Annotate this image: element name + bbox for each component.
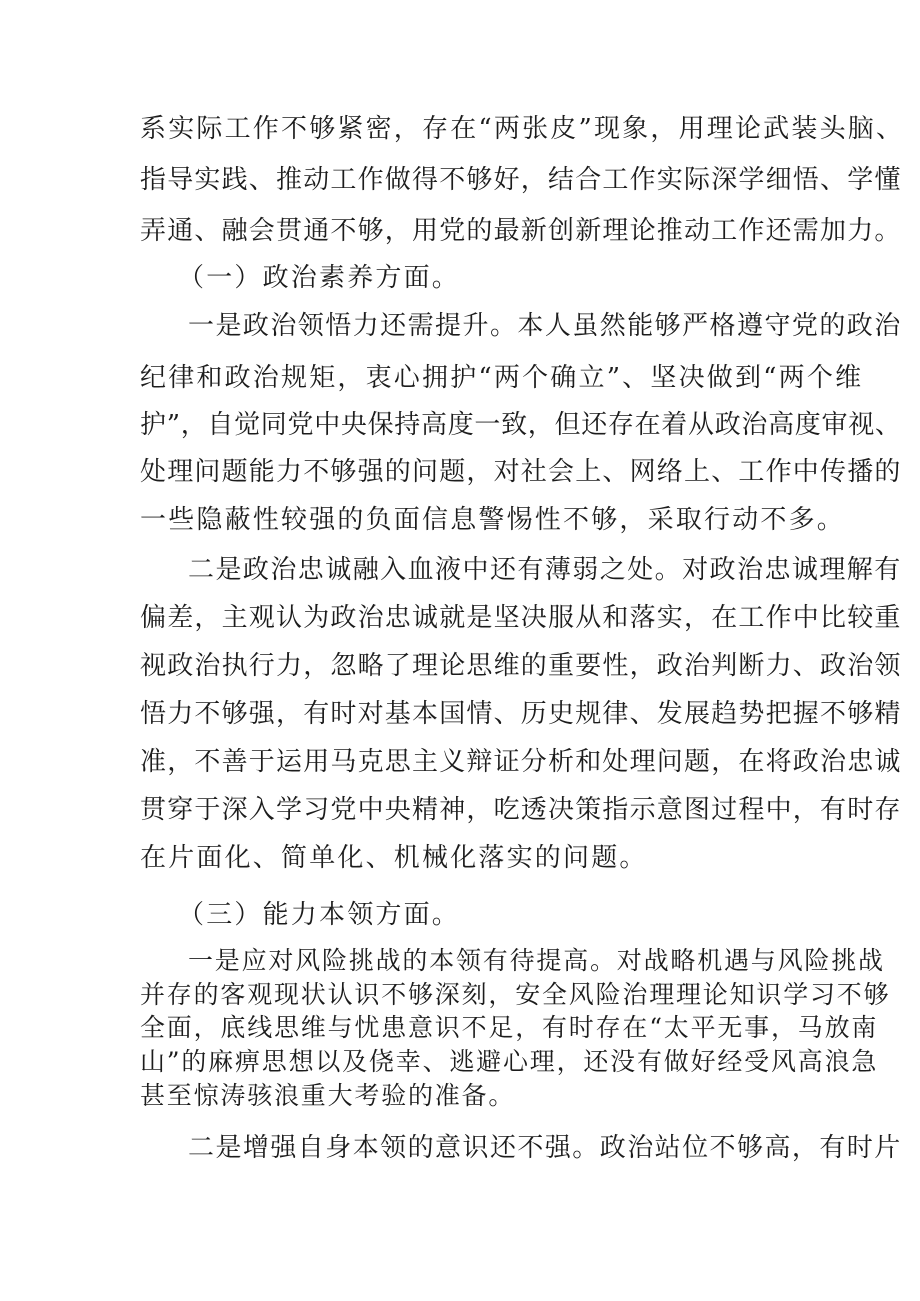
text-line: 山”的麻痹思想以及侥幸、逃避心理，还没有做好经受风高浪急 — [140, 1047, 879, 1076]
text-line: 悟力不够强，有时对基本国情、历史规律、发展趋势把握不够精 — [140, 699, 902, 729]
section-heading: （三）能力本领方面。 — [178, 900, 461, 930]
text-line: 弄通、融会贯通不够，用党的最新创新理论推动工作还需加力。 — [140, 216, 902, 246]
text-line: 一是政治领悟力还需提升。本人虽然能够严格遵守党的政治 — [188, 311, 902, 341]
text-line: 贯穿于深入学习党中央精神，吃透决策指示意图过程中，有时存 — [140, 795, 902, 825]
text-line: 一些隐蔽性较强的负面信息警惕性不够，采取行动不多。 — [140, 505, 846, 535]
text-line: 二是增强自身本领的意识还不强。政治站位不够高，有时片 — [188, 1133, 902, 1163]
text-line: 护”，自觉同党中央保持高度一致，但还存在着从政治高度审视、 — [140, 410, 902, 440]
text-line: 在片面化、简单化、机械化落实的问题。 — [140, 843, 648, 873]
text-line: 一是应对风险挑战的本领有待提高。对战略机遇与风险挑战 — [188, 946, 885, 975]
text-line: 纪律和政治规矩，衷心拥护“两个确立”、坚决做到“两个维 — [140, 363, 864, 393]
text-line: 偏差，主观认为政治忠诚就是坚决服从和落实，在工作中比较重 — [140, 603, 902, 633]
text-line: 甚至惊涛骇浪重大考验的准备。 — [140, 1081, 516, 1110]
section-heading: （一）政治素养方面。 — [178, 263, 461, 293]
text-line: 并存的客观现状认识不够深刻，安全风险治理理论知识学习不够 — [140, 980, 891, 1009]
text-line: 全面，底线思维与忧患意识不足，有时存在“太平无事，马放南 — [140, 1013, 879, 1042]
text-line: 二是政治忠诚融入血液中还有薄弱之处。对政治忠诚理解有 — [188, 555, 902, 585]
text-line: 系实际工作不够紧密，存在“两张皮”现象，用理论武装头脑、 — [140, 114, 905, 144]
text-line: 处理问题能力不够强的问题，对社会上、网络上、工作中传播的 — [140, 457, 902, 487]
text-line: 指导实践、推动工作做得不够好，结合工作实际深学细悟、学懂 — [140, 165, 902, 195]
text-line: 准，不善于运用马克思主义辩证分析和处理问题，在将政治忠诚 — [140, 747, 902, 777]
text-line: 视政治执行力，忽略了理论思维的重要性，政治判断力、政治领 — [140, 651, 902, 681]
